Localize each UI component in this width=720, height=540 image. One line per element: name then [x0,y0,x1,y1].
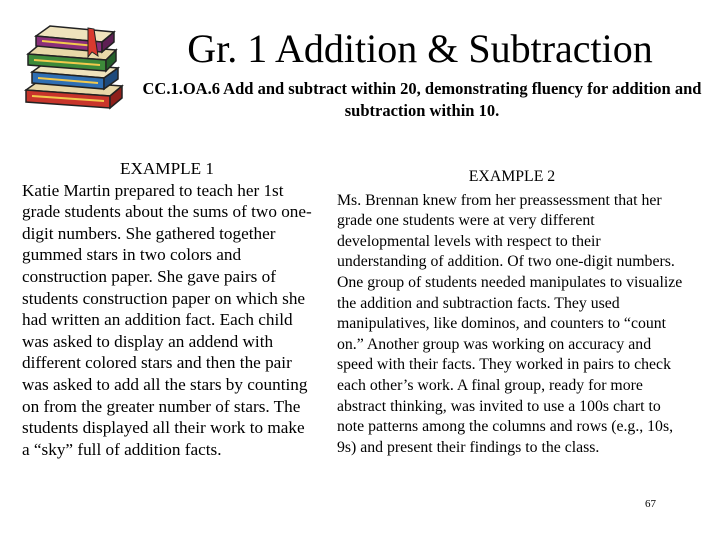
example-2-text: Ms. Brennan knew from her preassessment that her grade one students were at very different developmental levels with respect to their understanding of addition. Of two one-digit numbers. One group of students needed manipulates to visualize the addition and subtraction facts. They used manipulatives, like dominos, and counters to “count on.” Another group was working on accuracy and speed with their facts. They worked in pairs to check each other’s work. A final group, ready for more abstract thinking, was invited to use a 100s chart to note patterns among the columns and rows (e.g., 10s, 9s) and present their findings to the class. [337,191,683,456]
page-number: 67 [645,498,656,510]
example-1-text: Katie Martin prepared to teach her 1st grade students about the sums of two one-digit numbers. She gathered together gummed stars in two colors and construction paper. She gave pairs of students construction paper on which she had written an addition fact. Each child was asked to display an addend with different colored stars and then the pair was asked to add all the stars by counting on from the greater number of stars. The students displayed all their work to make a “sky” full of addition facts. [22,180,312,459]
example-2-heading: EXAMPLE 2 [468,168,556,185]
example-1-heading: EXAMPLE 1 [119,159,215,178]
page-title: Gr. 1 Addition & Subtraction [187,26,653,71]
example-1-column [22,158,312,460]
standard-description: CC.1.OA.6 Add and subtract within 20, demonstrating fluency for addition and subtraction within 10. [142,79,702,120]
books-icon [18,12,138,112]
example-2-column [337,167,687,458]
